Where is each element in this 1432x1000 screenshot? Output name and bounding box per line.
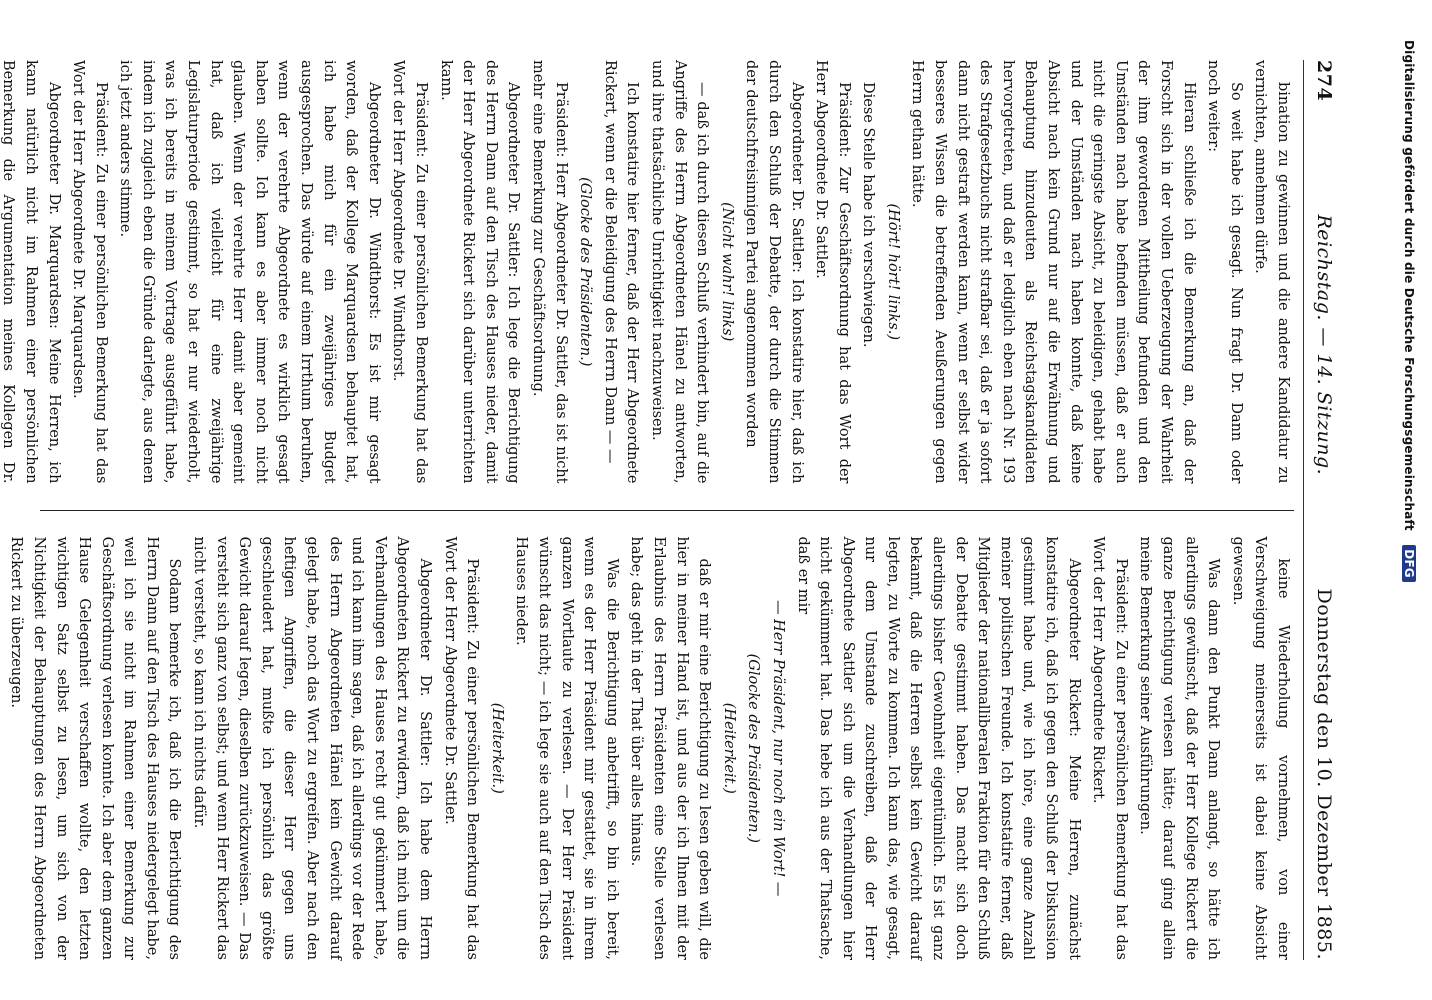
stage-direction: — Herr Präsident, nur noch ein Wort! — — [769, 600, 786, 897]
credit-text: Digitalisierung gefördert durch die Deutsche Forschungsgemeinschaft — [1402, 40, 1416, 531]
paragraph: So weit habe ich gesagt. Nun fragt Dr. Dann oder noch weiter: — [1205, 60, 1244, 484]
page-number: 274 — [1313, 60, 1335, 102]
paragraph: Präsident: Zu einer persönlichen Bemerkung hat das Wort der Herr Abgeordnete Dr. Marquardsen. — [70, 60, 109, 484]
stage-direction: (Heiterkeit.) — [488, 702, 505, 794]
paragraph: — daß ich durch diesen Schluß verhindert bin, auf die Angriffe des Herrn Abgeordneten Hänel zu antworten, und ihre thatsächliche Unrichtigkeit nachzuweisen. — [648, 60, 711, 484]
stage-direction: (Hört! hört! links.) — [884, 203, 901, 341]
digitization-credit — [1396, 40, 1416, 980]
right-column — [8, 536, 1294, 961]
paragraph: Präsident: Zu einer persönlichen Bemerkung hat das Wort der Herr Abgeordnete Rickert. — [1090, 536, 1129, 960]
column-divider — [40, 510, 1294, 511]
paragraph: Abgeordneter Dr. Marquardsen: Meine Herren, ich kann natürlich nicht im Rahmen einer persönlichen Bemerkung die Argumentation meines Kollegen Dr. — [0, 60, 62, 484]
paragraph — [0, 537, 3, 961]
paragraph: Was dann den Punkt Dann anlangt, so hätte ich allerdings gewünscht, daß der Herr Kollege Rickert die ganze Berichtigung verlesen hätte; darauf ging allein meine Bemerkung seiner Ausführungen. — [1137, 536, 1222, 960]
left-column — [0, 60, 1294, 484]
stage-direction: (Glocke des Präsidenten.) — [577, 177, 594, 367]
paragraph: Hieran schließe ich die Bemerkung an, daß der Forscht sich in der vollen Ueberzeugung der Wahrheit der ihm gewordenen Mittheilung befunden und den Umständen nach habe befinden müssen, daß er auch nicht die geringste Absicht, zu beleidigen, gehabt habe und der Umständen nach haben konnte, daß keine Absicht nach kein Grund nur auf die Erwähnung und Behauptung hinzudeuten als Reichstagskandidaten hervorgetreten, und daß er lediglich eben nach Nr. 193 des Strafgesetzbuchs nicht strafbar sei, daß er ja sofort dann nicht gestraft werden kann, wenn er selbst wider besseres Wissen die betreffenden Aeußerungen gegen Herrn gethan hätte. — [909, 60, 1197, 484]
paragraph: bination zu gewinnen und die andere Kandidatur zu vernichten, annehmen dürfe. — [1252, 60, 1291, 484]
stage-direction: (Nicht wahr! links) — [718, 202, 735, 342]
paragraph: daß er mir eine Berichtigung zu lesen geben will, die hier in meiner Hand ist, und aus der ich Ihnen mit der Erlaubnis des Herrn Präsidenten eine Stelle verlesen habe; das geht in der That über alles hinaus. — [628, 536, 713, 960]
paragraph: Abgeordneter Dr. Sattler: Ich habe dem Herrn Abgeordneten Rickert zu erwidern, daß ich mich um die Verhandlungen des Hauses recht gut gekümmert habe, und ich kann ihm sagen, daß ich allerdings vor der Rede des Herrn Abgeordneten Hänel kein Gewicht darauf gelegt habe, noch das Wort zu ergreifen. Aber nach den heftigen Angriffen, die dieser Herr gegen uns geschleudert hat, mußte ich persönlich das größte Gewicht darauf legen, dieselben zurückzuweisen. — Das versteht sich ganz von selbst; und wenn Herr Rickert das nicht versteht, so kann ich nichts dafür. — [191, 536, 434, 960]
paragraph: Abgeordneter Dr. Sattler: Ich lege die Berichtigung des Herrn Dann auf den Tisch des Hauses nieder, damit der Herr Abgeordnete Rickert sich darüber unterrichten kann. — [437, 60, 522, 484]
paragraph: Was die Berichtigung anbetrifft, so bin ich bereit, wenn es der Herr Präsident mir gestattet, sie in ihrem ganzen Wortlaute zu verlesen. — Der Herr Präsident wünscht das nicht; — ich lege sie auch auf den Tisch des Hauses nieder. — [513, 536, 620, 960]
text-columns — [0, 60, 1294, 960]
paragraph: Diese Stelle habe ich verschwiegen. — [860, 82, 877, 348]
paragraph: Abgeordneter Dr. Sattler: Ich konstatire hier, daß ich durch den Schluß der Debatte, der durch die Stimmen der deutschfreisinnigen Partei angenommen worden — [743, 60, 805, 484]
paragraph: Präsident: Zur Geschäftsordnung hat das Wort der Herr Abgeordnete Dr. Sattler. — [813, 60, 852, 484]
header-date: Donnerstag den 10. Dezember 1885. — [1313, 588, 1335, 960]
paragraph: Abgeordneter Rickert: Meine Herren, zunächst konstatire ich, daß ich gegen den Schluß der Diskussion gestimmt habe und, wie ich höre, eine ganze Anzahl meiner politischen Freunde. Ich konstatire ferner, daß Mitglieder der nationalliberalen Fraktion für den Schluß der Debatte gestimmt haben. Das macht sich doch allerdings bisher Gewohnheit eigentümlich. Es ist ganz bekannt, daß die Herren selbst kein Gewicht darauf legten, zu Worte zu kommen. Ich kann das, wie gesagt, nur dem Umstande zuschreiben, daß der Herr Abgeordnete Sattler sich um die Verhandlungen hier nicht gekümmert hat. Das hebe ich aus der Thatsache, daß er mir — [794, 536, 1082, 960]
dfg-logo: DFG — [1402, 545, 1416, 582]
paragraph: Präsident: Zu einer persönlichen Bemerkung hat das Wort der Herr Abgeordnete Dr. Sattler. — [441, 536, 481, 960]
paragraph: Sodann bemerke ich, daß ich die Berichtigung des Herrn Dann auf den Tisch des Hauses niedergelegt habe, weil ich sie nicht im Rahmen einer Bemerkung zur Geschäftsordnung verlesen konnte. Ich aber dem ganzen Hause Gelegenheit verschaffen wollte, den letzten wichtigen Satz selbst zu lesen, um sich von der Nichtigkeit der Behauptungen des Herrn Abgeordneten Rickert zu überzeugen. — [8, 536, 183, 960]
stage-direction: (Glocke des Präsidenten.) — [745, 653, 762, 843]
paragraph: Abgeordneter Dr. Windthorst: Es ist mir gesagt worden, daß der Kollege Marquardsen behauptet hat, ich habe mich für ein zweijähriges Budget ausgesprochen. Das würde auf einem Irrthum beruhen, wenn der verehrte Abgeordnete es wirklich gesagt haben sollte. Ich kann es aber immer noch nicht glauben. Wenn der verehrte Herr damit aber gemeint hat, daß ich vielleicht für eine zweijährige Legislaturperiode gestimmt, so hat er nur wiederholt, was ich bereits in meinem Vortrage ausgeführt habe, indem ich zugleich eben die Gründe darlegte, aus denen ich jetzt anders stimme. — [117, 60, 382, 484]
paragraph: Ich konstatire hier ferner, daß der Herr Abgeordnete Rickert, wenn er die Beleidigung des Herrn Dann — — — [601, 60, 641, 484]
page-header — [1303, 60, 1344, 960]
paragraph: Präsident: Herr Abgeordneter Dr. Sattler, das ist nicht mehr eine Bemerkung zur Geschäftsordnung. — [530, 60, 569, 484]
header-title: Reichstag. — 14. Sitzung. — [1313, 214, 1335, 476]
paragraph: Präsident: Zu einer persönlichen Bemerkung hat das Wort der Herr Abgeordnete Dr. Windthorst. — [390, 60, 430, 484]
stage-direction: (Heiterkeit.) — [720, 702, 737, 794]
paragraph: keine Wiederholung vornehmen, von einer Verschweigung meinerseits ist dabei keine Absicht gewesen. — [1229, 536, 1291, 960]
